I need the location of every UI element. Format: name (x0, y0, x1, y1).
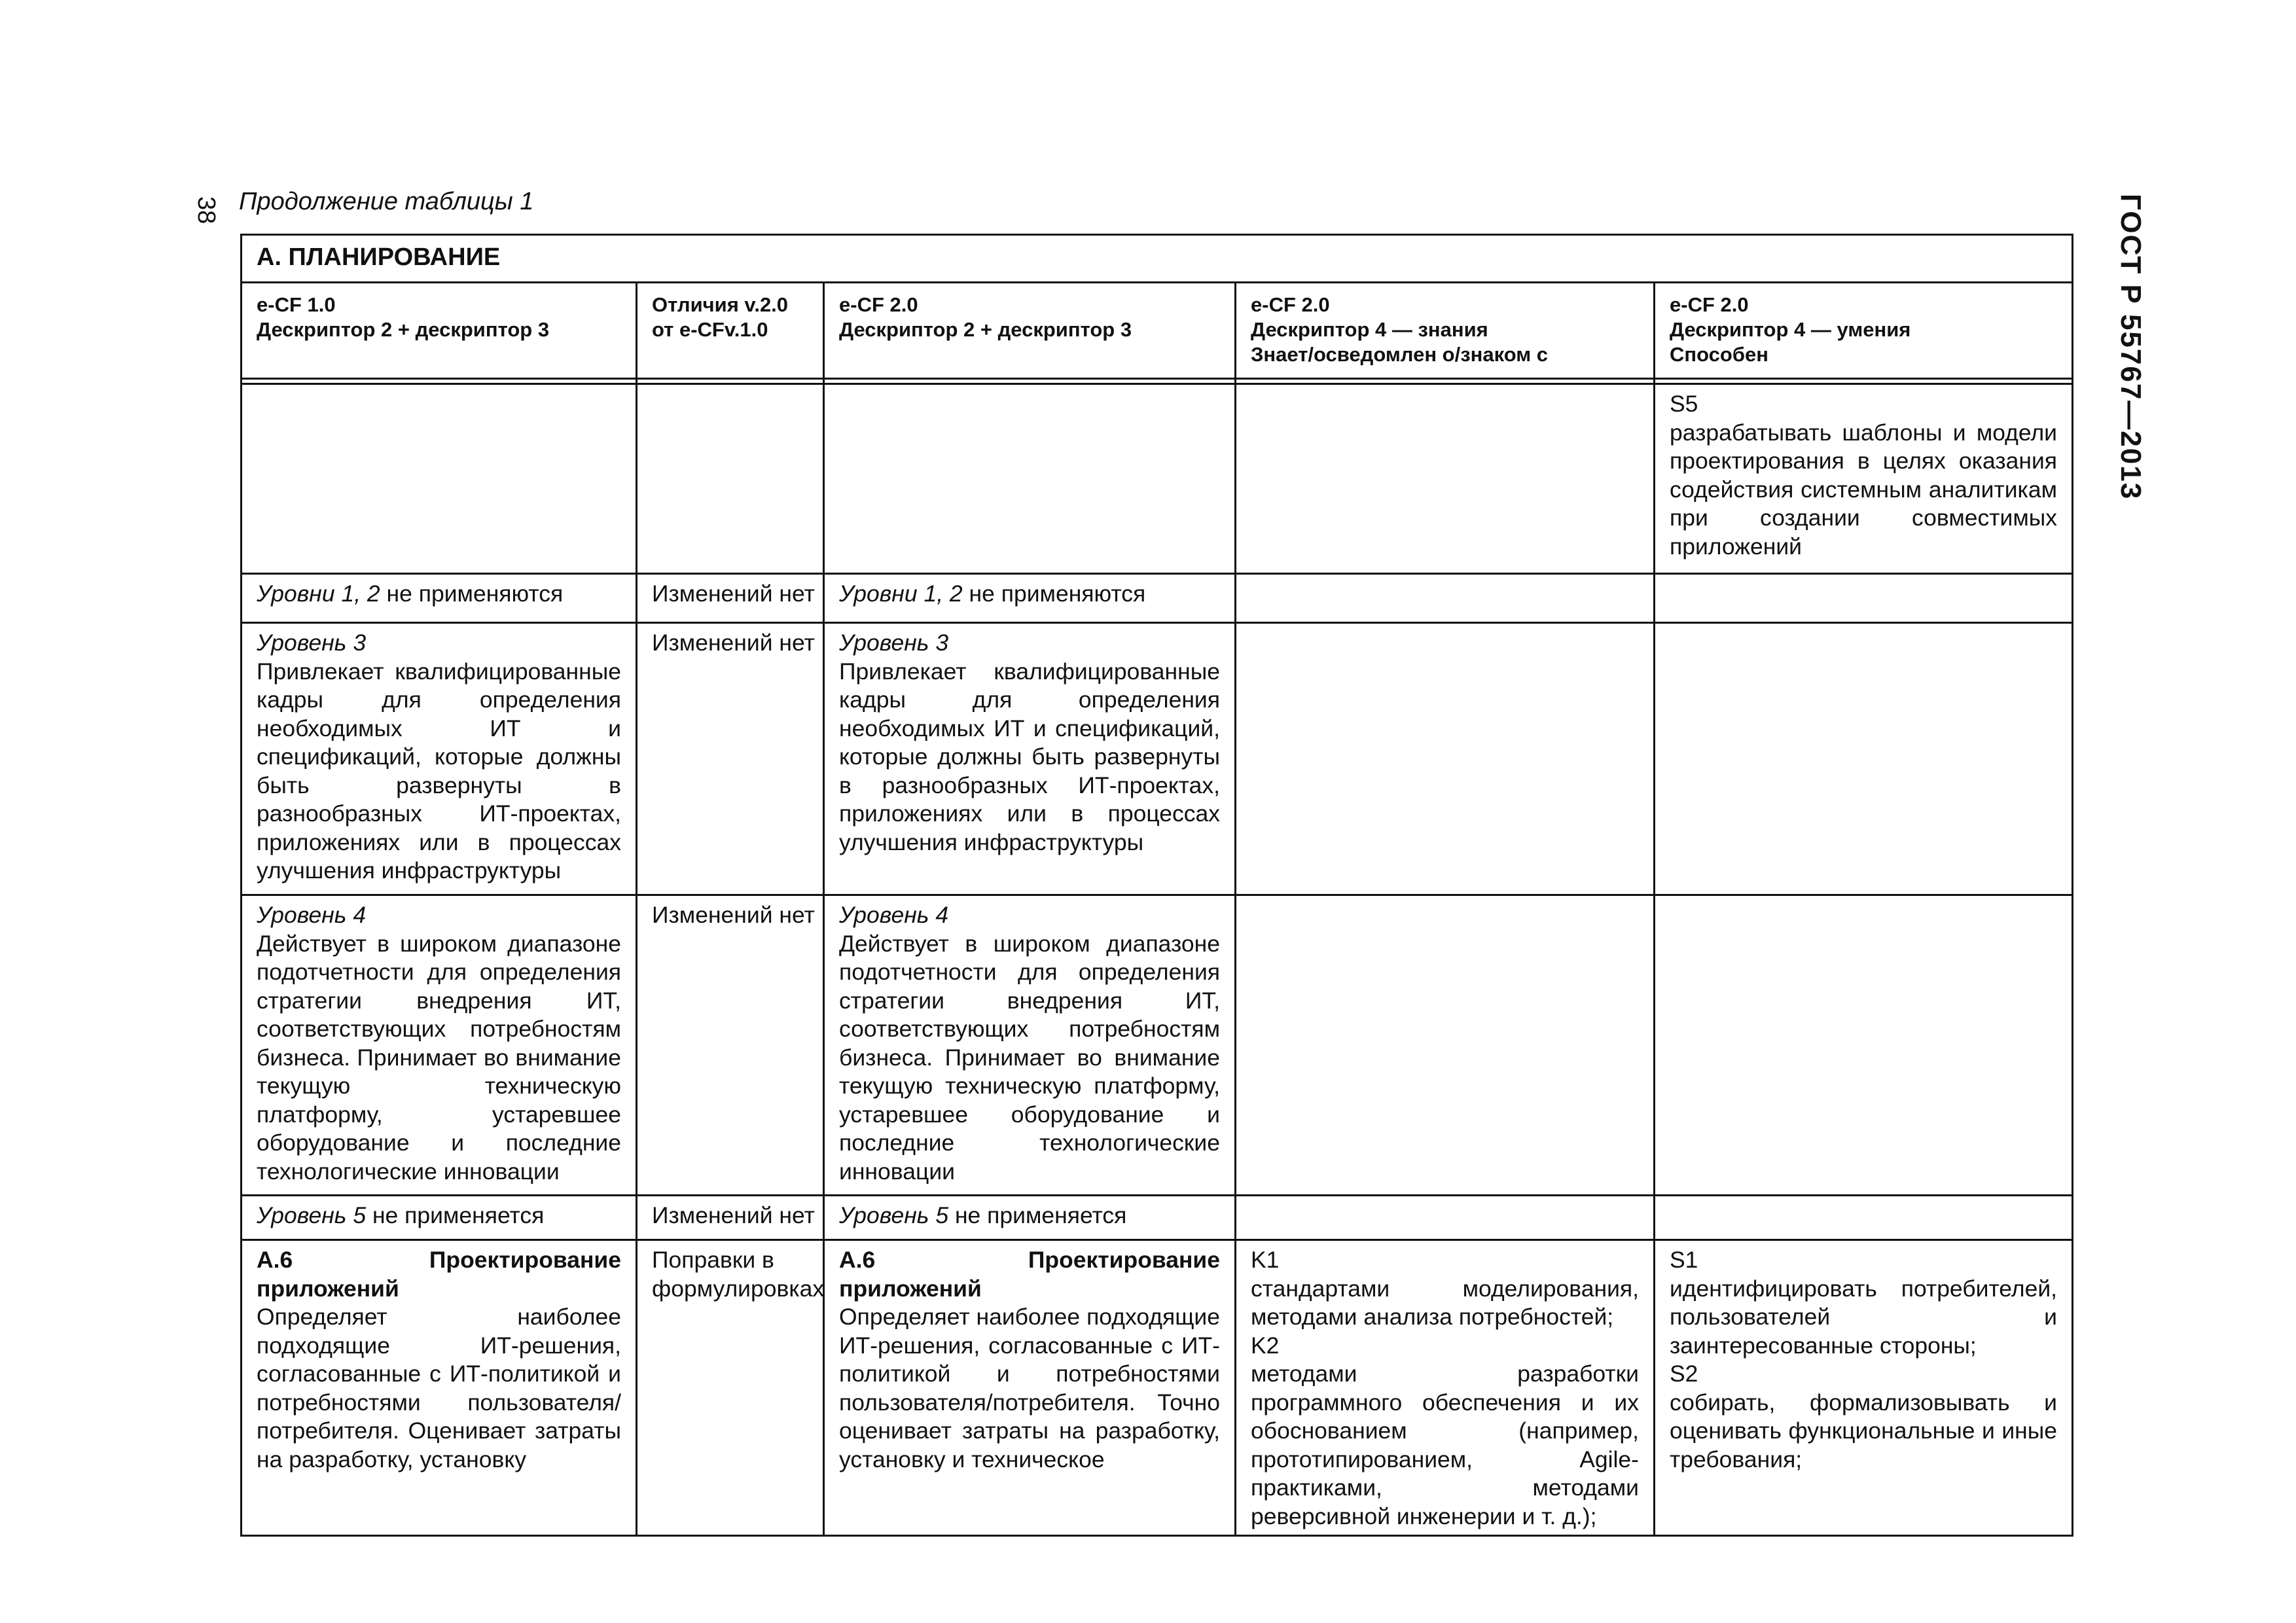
table-cell (637, 384, 824, 574)
header-ecf2-descriptor23 (824, 283, 1236, 379)
header-line: Дескриптор 2 + дескриптор 3 (257, 318, 550, 341)
level-note: не применяются (380, 580, 564, 607)
header-line: Дескриптор 2 + дескриптор 3 (839, 318, 1132, 341)
table-cell (824, 623, 1236, 895)
header-line: e-CF 2.0 (839, 293, 918, 316)
table-row (242, 1196, 2073, 1240)
knowledge-code: K2 (1251, 1332, 1280, 1359)
header-line: Отличия v.2.0 (652, 293, 789, 316)
skill-text: собирать, формализовывать и оценивать функциональные и иные требования; (1670, 1389, 2058, 1472)
separator-cell (1655, 379, 2073, 384)
level-description: Действует в широком диапазоне подотчетности для определения стратегии внедрения ИТ, соответствующих потребностям бизнеса. Принимает во внимание текущую техническую платформу, устаревшее оборудование и последние технологические инновации (839, 930, 1220, 1185)
table-row (242, 895, 2073, 1196)
table-cell (1655, 384, 2073, 574)
table-cell (242, 574, 637, 623)
level-note: не применяется (948, 1202, 1127, 1228)
skill-text: разрабатывать шаблоны и модели проектирования в целях оказания содействия системным аналитикам при создании совместимых приложений (1670, 419, 2058, 560)
table-cell (1655, 623, 2073, 895)
header-line: Способен (1670, 343, 1768, 366)
separator-cell (1236, 379, 1655, 384)
standard-code: ГОСТ Р 55767—2013 (2115, 194, 2147, 501)
table-cell (242, 623, 637, 895)
table-cell (824, 1240, 1236, 1536)
table-title-row (242, 235, 2073, 283)
header-line: e-CF 2.0 (1251, 293, 1330, 316)
knowledge-text: стандартами моделирования, методами анализа потребностей; (1251, 1275, 1639, 1330)
header-line: Дескриптор 4 — знания (1251, 318, 1488, 341)
table-cell: Изменений нет (637, 623, 824, 895)
table-cell (1655, 895, 2073, 1196)
table-cell (1236, 895, 1655, 1196)
separator-cell (242, 379, 637, 384)
level-label: Уровень 5 (839, 1202, 949, 1228)
header-ecf2-knowledge (1236, 283, 1655, 379)
table-cell: Изменений нет (637, 895, 824, 1196)
competence-description: Определяет наиболее подходящие ИТ-решения, согласованные с ИТ-политикой и потребностями пользователя/потребителя. Оценивает затраты на разработку, установку (257, 1304, 621, 1472)
level-label: Уровень 5 (257, 1202, 367, 1228)
level-note: не применяется (366, 1202, 545, 1228)
table-cell (242, 895, 637, 1196)
level-label: Уровень 3 (257, 630, 367, 656)
table-cell (1236, 623, 1655, 895)
section-title: А. ПЛАНИРОВАНИЕ (242, 235, 2073, 283)
separator-cell (824, 379, 1236, 384)
level-label: Уровень 4 (839, 902, 949, 928)
table-cell (1236, 384, 1655, 574)
table-cell (1655, 1196, 2073, 1240)
level-label: Уровни 1, 2 (257, 580, 380, 607)
table-cell: Изменений нет (637, 574, 824, 623)
knowledge-text: методами разработки программного обеспечения и их обоснованием (например, прототипированием, Agile-практиками, методами реверсивной инженерии и т. д.); (1251, 1361, 1639, 1529)
skill-code: S5 (1670, 391, 1698, 417)
level-description: Привлекает квалифицированные кадры для определения необходимых ИТ и спецификаций, которые должны быть развернуты в разнообразных ИТ-проектах, приложениях или в процессах улучшения инфраструктуры (257, 658, 621, 883)
table-header-row (242, 283, 2073, 379)
table-caption: Продолжение таблицы 1 (239, 188, 534, 215)
table-cell (1236, 1196, 1655, 1240)
competence-table (240, 234, 2073, 1537)
table-row (242, 574, 2073, 623)
level-label: Уровень 4 (257, 902, 367, 928)
table-cell: Поправки в формулировках (637, 1240, 824, 1536)
skill-text: идентифицировать потребителей, пользователей и заинтересованные стороны; (1670, 1275, 2058, 1359)
table-cell (1655, 1240, 2073, 1536)
table-cell (824, 1196, 1236, 1240)
table-cell (242, 1196, 637, 1240)
level-description: Действует в широком диапазоне подотчетности для определения стратегии внедрения ИТ, соответствующих потребностям бизнеса. Принимает во внимание текущую техническую платформу, устаревшее оборудование и последние технологические инновации (257, 930, 621, 1185)
level-label: Уровни 1, 2 (839, 580, 963, 607)
header-line: Дескриптор 4 — умения (1670, 318, 1911, 341)
knowledge-code: K1 (1251, 1247, 1280, 1273)
header-line: Знает/осведомлен о/знаком с (1251, 343, 1549, 366)
table-cell (824, 895, 1236, 1196)
table-row (242, 384, 2073, 574)
header-differences (637, 283, 824, 379)
competence-description: Определяет наиболее подходящие ИТ-решения, согласованные с ИТ-политикой и потребностями пользователя/потребителя. Точно оценивает затраты на разработку, установку и техническое (839, 1304, 1220, 1472)
page-number: 38 (192, 196, 220, 224)
header-line: e-CF 1.0 (257, 293, 336, 316)
table-cell (824, 574, 1236, 623)
header-ecf2-skills (1655, 283, 2073, 379)
table-cell (1236, 1240, 1655, 1536)
table-cell (824, 384, 1236, 574)
separator-cell (637, 379, 824, 384)
header-line: от e-CFv.1.0 (652, 318, 768, 341)
skill-code: S2 (1670, 1361, 1698, 1387)
table-cell: Изменений нет (637, 1196, 824, 1240)
header-line: e-CF 2.0 (1670, 293, 1749, 316)
table-cell (1236, 574, 1655, 623)
level-label: Уровень 3 (839, 630, 949, 656)
table-cell (242, 384, 637, 574)
level-description: Привлекает квалифицированные кадры для определения необходимых ИТ и спецификаций, которые должны быть развернуты в разнообразных ИТ-проектах, приложениях или в процессах улучшения инфраструктуры (839, 658, 1220, 855)
table-cell (242, 1240, 637, 1536)
level-note: не применяются (962, 580, 1146, 607)
table-row (242, 1240, 2073, 1536)
competence-title: А.6 Проектирование приложений (257, 1247, 621, 1302)
header-separator-row (242, 379, 2073, 384)
skill-code: S1 (1670, 1247, 1698, 1273)
competence-title: А.6 Проектирование приложений (839, 1247, 1220, 1302)
table-row (242, 623, 2073, 895)
header-ecf1-descriptor23 (242, 283, 637, 379)
table-cell (1655, 574, 2073, 623)
